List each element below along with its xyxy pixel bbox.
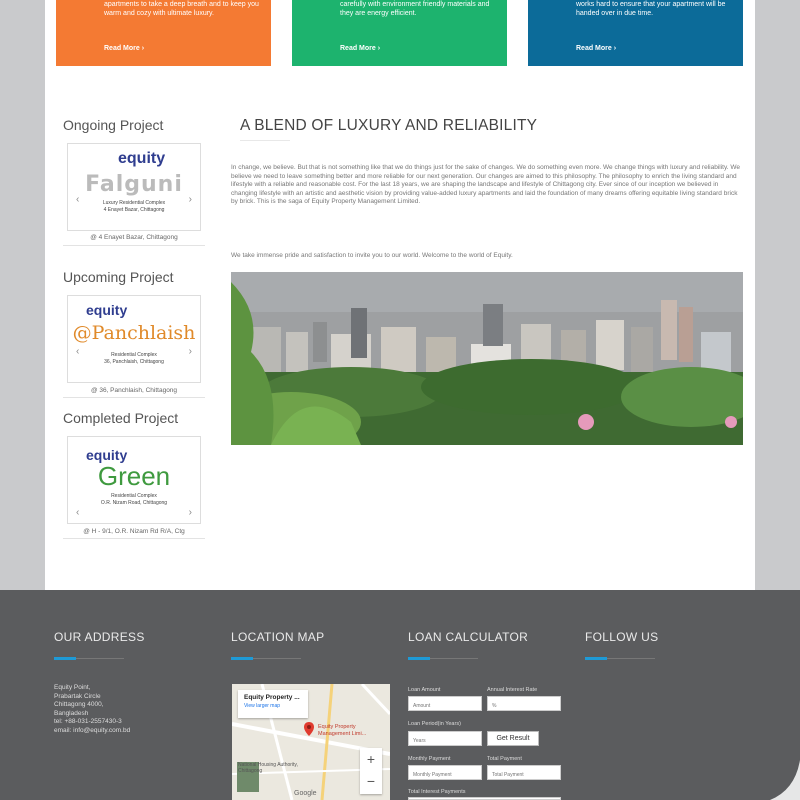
address-block [54, 684, 130, 735]
next-arrow-icon[interactable]: › [188, 194, 192, 205]
location-map-heading: LOCATION MAP [231, 630, 325, 644]
map-pin-icon[interactable] [304, 722, 314, 736]
loan-calculator-heading: LOAN CALCULATOR [408, 630, 529, 644]
map-zoom-controls [360, 748, 382, 794]
map-pin-label: Equity Property Management Limi... [318, 724, 367, 737]
brand-logo: equity [86, 302, 128, 318]
completed-project-heading: Completed Project [63, 410, 179, 426]
map-place-title: Equity Property ... [244, 694, 300, 701]
intro-paragraph: In change, we believe. But that is not something like that we do things just for the sake of changes. We do something even more. We change things with luxury and reliability. We believe we need to leave something better and more reliable for our next generation. Our changes are aimed to this philosophy. The philosophy to enrich the living standard and lifestyle with a reliable and reasonable cost. For the last 18 years, we are shaping the landscape and lifestyle of Chittagong city. Ever since of our inception we believed in changing lifestyle with an artistic and aesthetic vision by providing value-added luxury apartments and laid the foundation of many dreams offering equitable living standard brick by brick. This is the saga of Equity Property Management Limited. [231, 164, 740, 206]
heading-underline [585, 657, 655, 660]
location-map[interactable] [232, 684, 390, 800]
loan-period-input[interactable] [408, 731, 482, 746]
address-line: Chittagong 4000, [54, 701, 104, 708]
read-more-link[interactable]: Read More › [340, 45, 381, 52]
city-skyline-image [231, 272, 743, 445]
zoom-out-icon[interactable]: − [366, 773, 376, 789]
loan-period-label: Loan Period(in Years) [408, 721, 461, 727]
address-line: Prabartak Circle [54, 692, 101, 700]
divider [63, 538, 205, 539]
project-address: 4 Enayet Bazar, Chittagong [103, 207, 165, 213]
project-tagline: Residential Complex [111, 352, 157, 358]
project-caption[interactable]: @ 36, Panchlaish, Chittagong [90, 387, 178, 394]
ongoing-project-slider[interactable] [67, 143, 201, 231]
project-address: O.R. Nizam Road, Chittagong [100, 500, 168, 506]
divider [63, 397, 205, 398]
monthly-payment-field[interactable] [408, 765, 482, 780]
card-text: carefully with environment friendly materials and they are energy efficient. [340, 1, 490, 17]
interest-rate-input[interactable] [487, 696, 561, 711]
card-text: works hard to ensure that your apartment will be handed over in due time. [576, 1, 726, 17]
zoom-in-icon[interactable]: + [366, 751, 376, 767]
ongoing-project-heading: Ongoing Project [63, 117, 164, 133]
next-arrow-icon[interactable]: › [188, 346, 192, 357]
read-more-link[interactable]: Read More › [576, 45, 617, 52]
project-tagline: Luxury Residential Complex [102, 200, 166, 206]
prev-arrow-icon[interactable]: ‹ [76, 507, 80, 518]
feature-card-eco [292, 0, 507, 66]
welcome-paragraph: We take immense pride and satisfaction to invite you to our world. Welcome to the world of Equity. [231, 252, 513, 259]
project-name: Falguni [85, 172, 183, 197]
address-line: Bangladesh [54, 709, 89, 717]
feature-card-handover [528, 0, 743, 66]
loan-amount-input[interactable] [408, 696, 482, 711]
project-name: @Panchlaish [72, 322, 196, 344]
google-logo: Google [294, 790, 317, 797]
heading-underline [408, 657, 478, 660]
upcoming-project-heading: Upcoming Project [63, 269, 174, 285]
total-payment-field[interactable] [487, 765, 561, 780]
prev-arrow-icon[interactable]: ‹ [76, 194, 80, 205]
upcoming-project-slider[interactable] [67, 295, 201, 383]
monthly-payment-label: Monthly Payment [408, 756, 451, 762]
total-payment-label: Total Payment [487, 756, 522, 762]
scroll-corner-decoration [770, 760, 800, 800]
get-result-button[interactable]: Get Result [487, 731, 539, 746]
project-tagline: Residential Complex [111, 493, 157, 499]
project-name: Green [97, 461, 171, 491]
feature-card-luxury [56, 0, 271, 66]
page-title: A BLEND OF LUXURY AND RELIABILITY [240, 117, 538, 134]
next-arrow-icon[interactable]: › [188, 507, 192, 518]
project-caption[interactable]: @ H - 9/1, O.R. Nizam Rd R/A, Ctg [83, 528, 185, 535]
heading-underline [231, 657, 301, 660]
phone-text: tel: +88-031-2557430-3 [54, 718, 122, 725]
prev-arrow-icon[interactable]: ‹ [76, 346, 80, 357]
address-line: Equity Point, [54, 684, 91, 691]
follow-us-heading: FOLLOW US [585, 630, 659, 644]
map-info-card [238, 690, 308, 718]
title-underline [240, 140, 290, 141]
loan-amount-label: Loan Amount [408, 687, 441, 693]
address-heading: OUR ADDRESS [54, 630, 145, 644]
read-more-link[interactable]: Read More › [104, 45, 145, 52]
email-text[interactable]: email: info@equity.com.bd [54, 726, 131, 734]
heading-underline [54, 657, 124, 660]
brand-logo: equity [86, 447, 128, 463]
total-interest-label: Total Interest Payments [408, 789, 466, 795]
map-place-label: National Housing Authority, Chittagong [238, 762, 298, 774]
brand-logo: equity [118, 150, 166, 167]
divider [63, 245, 205, 246]
view-larger-map-link[interactable]: View larger map [244, 703, 281, 709]
interest-rate-label: Annual Interest Rate [487, 687, 538, 693]
project-caption[interactable]: @ 4 Enayet Bazar, Chittagong [90, 234, 178, 241]
project-address: 36, Panchlaish, Chittagong [104, 359, 164, 365]
completed-project-slider[interactable] [67, 436, 201, 524]
card-text: apartments to take a deep breath and to keep you warm and cozy with ultimate luxury. [104, 1, 259, 17]
